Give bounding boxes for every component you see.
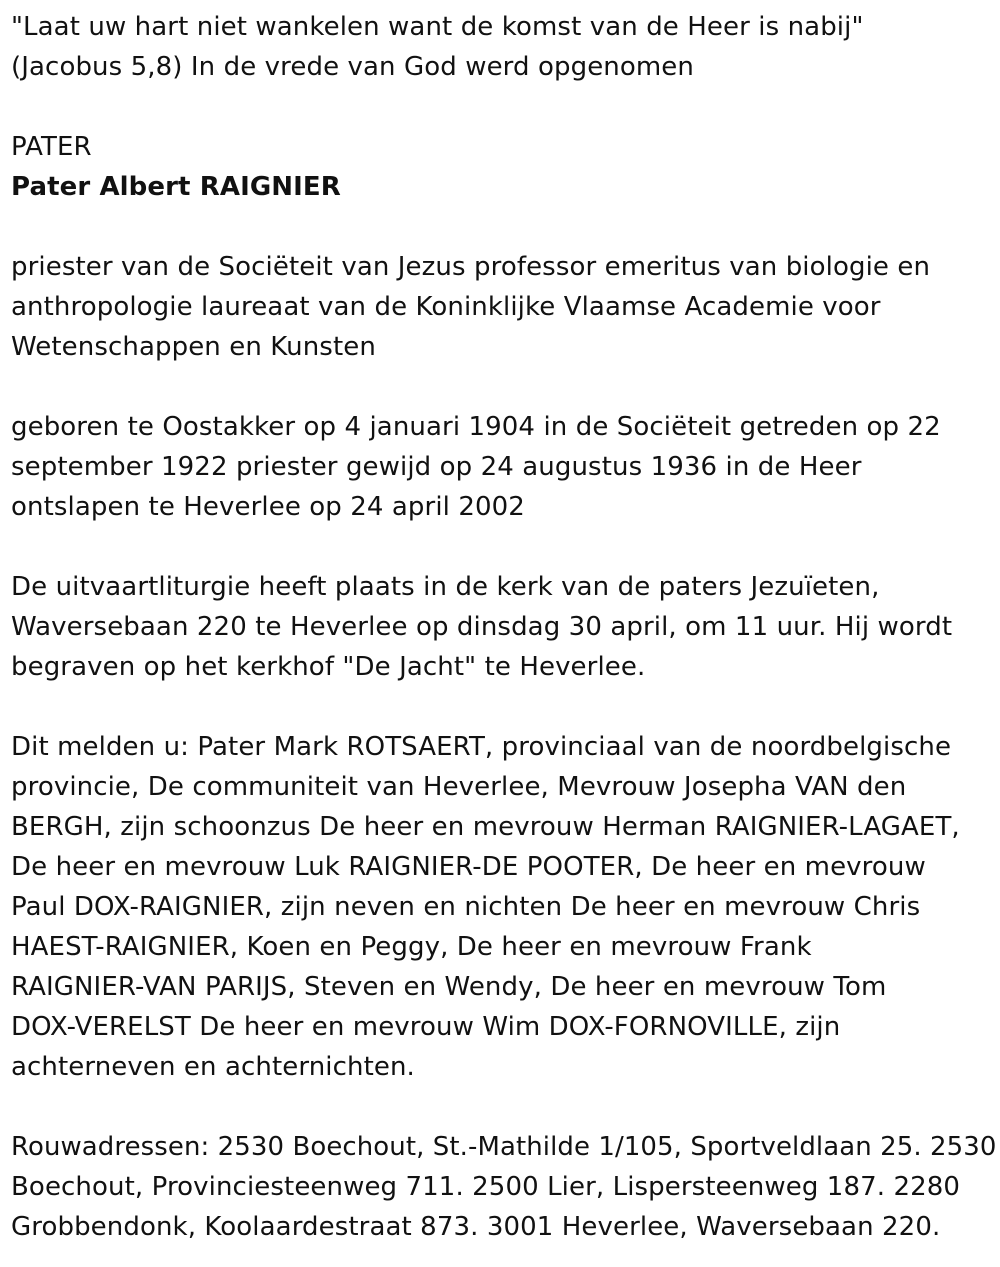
addresses-line: Rouwadressen: 2530 Boechout, St.-Mathilde 1/105, Sportveldlaan 25. 2530 xyxy=(11,1132,997,1162)
quote-line: "Laat uw hart niet wankelen want de komst van de Heer is nabij" xyxy=(11,12,864,42)
bible-quote xyxy=(11,7,996,87)
announcers-line: DOX-VERELST De heer en mevrouw Wim DOX-FORNOVILLE, zijn xyxy=(11,1012,841,1042)
announcers-line: BERGH, zijn schoonzus De heer en mevrouw Herman RAIGNIER-LAGAET, xyxy=(11,812,960,842)
funeral-line: De uitvaartliturgie heeft plaats in de kerk van de paters Jezuïeten, xyxy=(11,572,880,602)
dates-paragraph xyxy=(11,407,996,527)
addresses-line: Boechout, Provinciesteenweg 711. 2500 Lier, Lispersteenweg 187. 2280 xyxy=(11,1172,961,1202)
announcers-line: De heer en mevrouw Luk RAIGNIER-DE POOTER, De heer en mevrouw xyxy=(11,852,926,882)
addresses-paragraph xyxy=(11,1127,996,1247)
announcers-line: HAEST-RAIGNIER, Koen en Peggy, De heer en mevrouw Frank xyxy=(11,932,812,962)
description-paragraph xyxy=(11,247,996,367)
announcers-line: Dit melden u: Pater Mark ROTSAERT, provinciaal van de noordbelgische xyxy=(11,732,952,762)
description-line: priester van de Sociëteit van Jezus professor emeritus van biologie en xyxy=(11,252,931,282)
announcers-line: achterneven en achternichten. xyxy=(11,1052,415,1082)
spacer xyxy=(11,1087,996,1127)
title-label: PATER xyxy=(11,132,92,162)
description-line: anthropologie laureaat van de Koninklijke Vlaamse Academie voor xyxy=(11,292,881,322)
spacer xyxy=(11,367,996,407)
spacer xyxy=(11,687,996,727)
spacer xyxy=(11,87,996,127)
announcers-line: provincie, De communiteit van Heverlee, Mevrouw Josepha VAN den xyxy=(11,772,907,802)
announcers-paragraph xyxy=(11,727,996,1087)
announcers-line: Paul DOX-RAIGNIER, zijn neven en nichten De heer en mevrouw Chris xyxy=(11,892,921,922)
obituary-document xyxy=(11,7,996,1247)
addresses-line: Grobbendonk, Koolaardestraat 873. 3001 Heverlee, Waversebaan 220. xyxy=(11,1212,941,1242)
quote-line: (Jacobus 5,8) In de vrede van God werd opgenomen xyxy=(11,52,694,82)
spacer xyxy=(11,527,996,567)
funeral-line: begraven op het kerkhof "De Jacht" te Heverlee. xyxy=(11,652,646,682)
announcers-line: RAIGNIER-VAN PARIJS, Steven en Wendy, De heer en mevrouw Tom xyxy=(11,972,887,1002)
funeral-paragraph xyxy=(11,567,996,687)
dates-line: september 1922 priester gewijd op 24 augustus 1936 in de Heer xyxy=(11,452,862,482)
dates-line: geboren te Oostakker op 4 januari 1904 in de Sociëteit getreden op 22 xyxy=(11,412,941,442)
description-line: Wetenschappen en Kunsten xyxy=(11,332,376,362)
deceased-name: Pater Albert RAIGNIER xyxy=(11,172,341,202)
funeral-line: Waversebaan 220 te Heverlee op dinsdag 30 april, om 11 uur. Hij wordt xyxy=(11,612,953,642)
spacer xyxy=(11,207,996,247)
dates-line: ontslapen te Heverlee op 24 april 2002 xyxy=(11,492,525,522)
